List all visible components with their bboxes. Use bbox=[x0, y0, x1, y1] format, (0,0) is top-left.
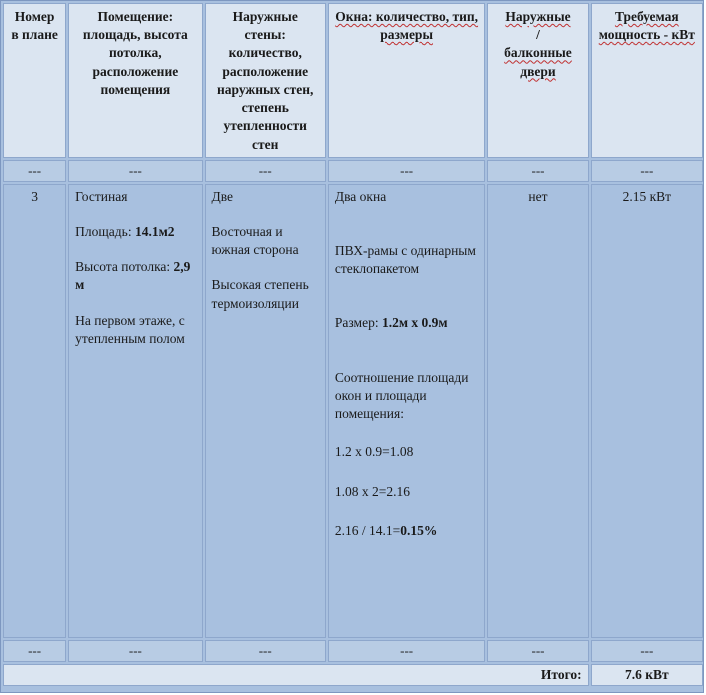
windows-ratio: Соотношение площади окон и площади помещения: bbox=[334, 369, 469, 422]
windows-count: Два окна bbox=[334, 188, 387, 204]
table-row bbox=[3, 184, 703, 638]
windows-cell bbox=[328, 184, 485, 638]
separator-row-bottom bbox=[3, 640, 703, 662]
dash-cell: --- bbox=[205, 160, 326, 182]
walls-count: Две bbox=[211, 188, 234, 204]
room-number: 3 bbox=[3, 184, 66, 638]
power-cell: 2.15 кВт bbox=[591, 184, 703, 638]
header-windows: Окна: количество, тип, размеры bbox=[328, 3, 485, 158]
total-label: Итого: bbox=[3, 664, 589, 686]
header-walls: Наружные стены: количество, расположение наружных стен, степень утепленности стен bbox=[205, 3, 326, 158]
dash-cell: --- bbox=[328, 160, 485, 182]
dash-cell: --- bbox=[487, 160, 588, 182]
dash-cell: --- bbox=[328, 640, 485, 662]
total-row bbox=[3, 664, 703, 686]
dash-cell: --- bbox=[68, 160, 202, 182]
doors-cell: нет bbox=[487, 184, 588, 638]
header-room-number: Номер в плане bbox=[3, 3, 66, 158]
header-doors: Наружные / балконные двери bbox=[487, 3, 588, 158]
dash-cell: --- bbox=[487, 640, 588, 662]
walls-insulation: Высокая степень термоизоляции bbox=[211, 277, 309, 311]
header-power: Требуемая мощность - кВт bbox=[591, 3, 703, 158]
windows-type: ПВХ-рамы с одинарным стеклопакетом bbox=[334, 242, 476, 277]
header-room: Помещение: площадь, высота потолка, расположение помещения bbox=[68, 3, 202, 158]
dash-cell: --- bbox=[205, 640, 326, 662]
dash-cell: --- bbox=[3, 160, 66, 182]
room-area: Площадь: 14.1м2 bbox=[75, 223, 175, 239]
room-height: Высота потолка: 2,9 м bbox=[75, 259, 191, 293]
calc-line-3: 2.16 / 14.1=0.15% bbox=[334, 522, 438, 538]
dash-cell: --- bbox=[3, 640, 66, 662]
calc-line-1: 1.2 х 0.9=1.08 bbox=[334, 444, 414, 460]
header-row bbox=[3, 3, 703, 158]
room-cell bbox=[68, 184, 202, 638]
separator-row-top bbox=[3, 160, 703, 182]
dash-cell: --- bbox=[591, 160, 703, 182]
walls-location: Восточная и южная сторона bbox=[211, 223, 299, 258]
calc-line-2: 1.08 х 2=2.16 bbox=[334, 483, 411, 499]
total-value: 7.6 кВт bbox=[591, 664, 703, 686]
room-floor: На первом этаже, с утепленным полом bbox=[75, 312, 185, 346]
dash-cell: --- bbox=[68, 640, 202, 662]
windows-size: Размер: 1.2м х 0.9м bbox=[334, 315, 448, 331]
room-name: Гостиная bbox=[75, 188, 128, 204]
dash-cell: --- bbox=[591, 640, 703, 662]
walls-cell bbox=[205, 184, 326, 638]
